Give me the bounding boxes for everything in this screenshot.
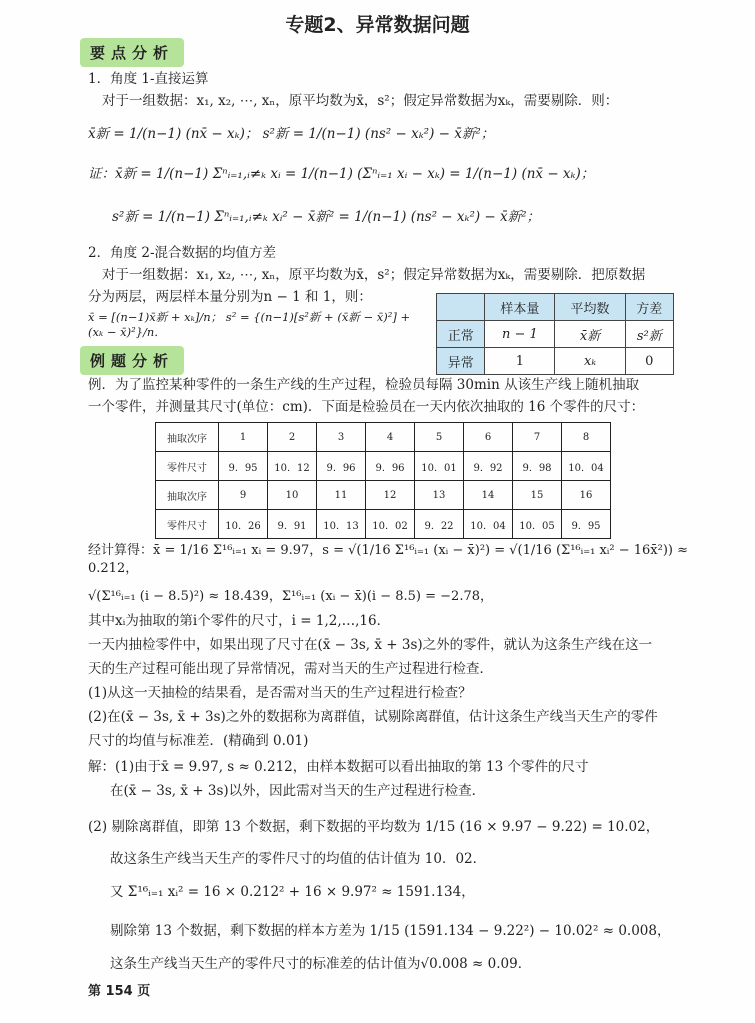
table-cell: 9．22 [415, 510, 464, 539]
table-cell: 14 [464, 481, 513, 510]
paragraph: 天的生产过程可能出现了异常情况，需对当天的生产过程进行检查． [88, 661, 493, 677]
table-row [156, 510, 611, 539]
table-cell: 10．01 [415, 452, 464, 481]
heading-angle-1: 1．角度 1-直接运算 [88, 71, 209, 87]
table-cell: 抽取次序 [156, 481, 219, 510]
table-cell: 10．13 [317, 510, 366, 539]
solution-2: 这条生产线当天生产的零件尺寸的标准差的估计值为√0.008 ≈ 0.09． [110, 956, 532, 972]
section-badge-examples: 例题分析 [80, 346, 184, 375]
solution-1: 在(x̄ − 3s, x̄ + 3s)以外，因此需对当天的生产过程进行检查． [110, 783, 486, 799]
table-cell: 10．26 [219, 510, 268, 539]
table-cell: x̄新 [555, 321, 625, 348]
paragraph: 分为两层，两层样本量分别为n − 1 和 1，则： [88, 289, 372, 305]
table-cell: 2 [268, 423, 317, 452]
table-cell: 9．96 [317, 452, 366, 481]
table-cell: 正常 [437, 321, 485, 348]
formula: 证：x̄新 = 1/(n−1) Σⁿᵢ₌₁,ᵢ≠ₖ xᵢ = 1/(n−1) (Σⁿᵢ₌₁ xᵢ − xₖ) = 1/(n−1) (nx̄ − xₖ)； [88, 166, 595, 182]
table-cell: 15 [513, 481, 562, 510]
table-cell: 9．92 [464, 452, 513, 481]
formula: √(Σ¹⁶ᵢ₌₁ (i − 8.5)²) ≈ 18.439，Σ¹⁶ᵢ₌₁ (xᵢ − x̄)(i − 8.5) = −2.78， [88, 589, 493, 604]
table-cell: 3 [317, 423, 366, 452]
table-cell: 8 [562, 423, 611, 452]
table-cell: 16 [562, 481, 611, 510]
table-header: 方差 [625, 294, 673, 321]
table-cell: 0 [625, 348, 673, 375]
table-row [156, 481, 611, 510]
table-cell: 10 [268, 481, 317, 510]
table-cell: 异常 [437, 348, 485, 375]
table-cell: 10．04 [464, 510, 513, 539]
table-cell: 9．95 [219, 452, 268, 481]
example-text: 一个零件，并测量其尺寸(单位：cm)．下面是检验员在一天内依次抽取的 16 个零件的尺寸： [88, 399, 645, 415]
table-cell: 13 [415, 481, 464, 510]
solution-2: 又 Σ¹⁶ᵢ₌₁ xᵢ² = 16 × 0.212² + 16 × 9.97² ≈ 1591.134， [110, 884, 475, 900]
data-table [155, 422, 611, 539]
formula: x̄ = [(n−1)x̄新 + xₖ]/n； s² = {(n−1)[s²新 + (x̄新 − x̄)²] + (xₖ − x̄)²}/n． [88, 310, 411, 339]
table-cell: xₖ [555, 348, 625, 375]
question-1: (1)从这一天抽检的结果看，是否需对当天的生产过程进行检查？ [88, 685, 472, 701]
table-cell: 9．98 [513, 452, 562, 481]
paragraph: 对于一组数据：x₁, x₂, ⋯, xₙ，原平均数为x̄，s²；假定异常数据为xₖ，需要剔除．把原数据 [102, 267, 646, 283]
section-badge-key-points: 要点分析 [80, 38, 184, 67]
table-header: 平均数 [555, 294, 625, 321]
question-2: 尺寸的均值与标准差．(精确到 0.01) [88, 733, 309, 749]
formula: s²新 = 1/(n−1) Σⁿᵢ₌₁,ᵢ≠ₖ xᵢ² − x̄新² = 1/(n−1) (ns² − xₖ²) − x̄新²； [112, 209, 541, 225]
table-cell: 抽取次序 [156, 423, 219, 452]
formula: 经计算得：x̄ = 1/16 Σ¹⁶ᵢ₌₁ xᵢ = 9.97，s = √(1/16 Σ¹⁶ᵢ₌₁ (xᵢ − x̄)²) = √(1/16 (Σ¹⁶ᵢ₌₁ xᵢ² − 16x̄²)) ≈ 0.212， [88, 543, 689, 576]
table-header: 样本量 [485, 294, 555, 321]
table-cell: 6 [464, 423, 513, 452]
table-cell: n − 1 [485, 321, 555, 348]
paragraph: 一天内抽检零件中，如果出现了尺寸在(x̄ − 3s, x̄ + 3s)之外的零件，就认为这条生产线在这一 [88, 637, 653, 653]
table-cell: 7 [513, 423, 562, 452]
table-cell: 4 [366, 423, 415, 452]
table-header [437, 294, 485, 321]
page-title: 专题2、异常数据问题 [285, 14, 470, 36]
table-cell: 零件尺寸 [156, 510, 219, 539]
paragraph: 对于一组数据：x₁, x₂, ⋯, xₙ，原平均数为x̄，s²；假定异常数据为xₖ，需要剔除．则： [102, 93, 619, 109]
table-cell: 12 [366, 481, 415, 510]
table-cell: 10．04 [562, 452, 611, 481]
table-cell: 9 [219, 481, 268, 510]
solution-1: 解：(1)由于x̄ = 9.97, s ≈ 0.212，由样本数据可以看出抽取的第 13 个零件的尺寸 [88, 759, 589, 775]
table-cell: 9．91 [268, 510, 317, 539]
table-cell: s²新 [625, 321, 673, 348]
table-cell: 11 [317, 481, 366, 510]
table-cell: 9．96 [366, 452, 415, 481]
solution-2: (2) 剔除离群值，即第 13 个数据，剩下数据的平均数为 1/15 (16 × 9.97 − 9.22) = 10.02， [88, 819, 660, 835]
table-cell: 1 [219, 423, 268, 452]
formula: x̄新 = 1/(n−1) (nx̄ − xₖ)； s²新 = 1/(n−1) (ns² − xₖ²) − x̄新²； [88, 126, 495, 142]
layer-table [436, 293, 674, 375]
page-number: 第 154 页 [88, 984, 151, 999]
table-cell: 10．05 [513, 510, 562, 539]
table-cell: 9．95 [562, 510, 611, 539]
heading-angle-2: 2．角度 2-混合数据的均值方差 [88, 245, 277, 261]
solution-2: 故这条生产线当天生产的零件尺寸的均值的估计值为 10．02． [110, 851, 487, 867]
paragraph: 其中xᵢ为抽取的第i个零件的尺寸，i = 1,2,…,16． [88, 613, 391, 629]
table-row [156, 452, 611, 481]
table-cell: 10．12 [268, 452, 317, 481]
question-2: (2)在(x̄ − 3s, x̄ + 3s)之外的数据称为离群值，试剔除离群值，估计这条生产线当天生产的零件 [88, 709, 658, 725]
table-cell: 10．02 [366, 510, 415, 539]
table-cell: 5 [415, 423, 464, 452]
example-text: 例．为了监控某种零件的一条生产线的生产过程，检验员每隔 30min 从该生产线上随机抽取 [88, 377, 640, 393]
table-cell: 1 [485, 348, 555, 375]
table-cell: 零件尺寸 [156, 452, 219, 481]
table-row [156, 423, 611, 452]
solution-2: 剔除第 13 个数据，剩下数据的样本方差为 1/15 (1591.134 − 9.22²) − 10.02² ≈ 0.008， [110, 923, 671, 939]
